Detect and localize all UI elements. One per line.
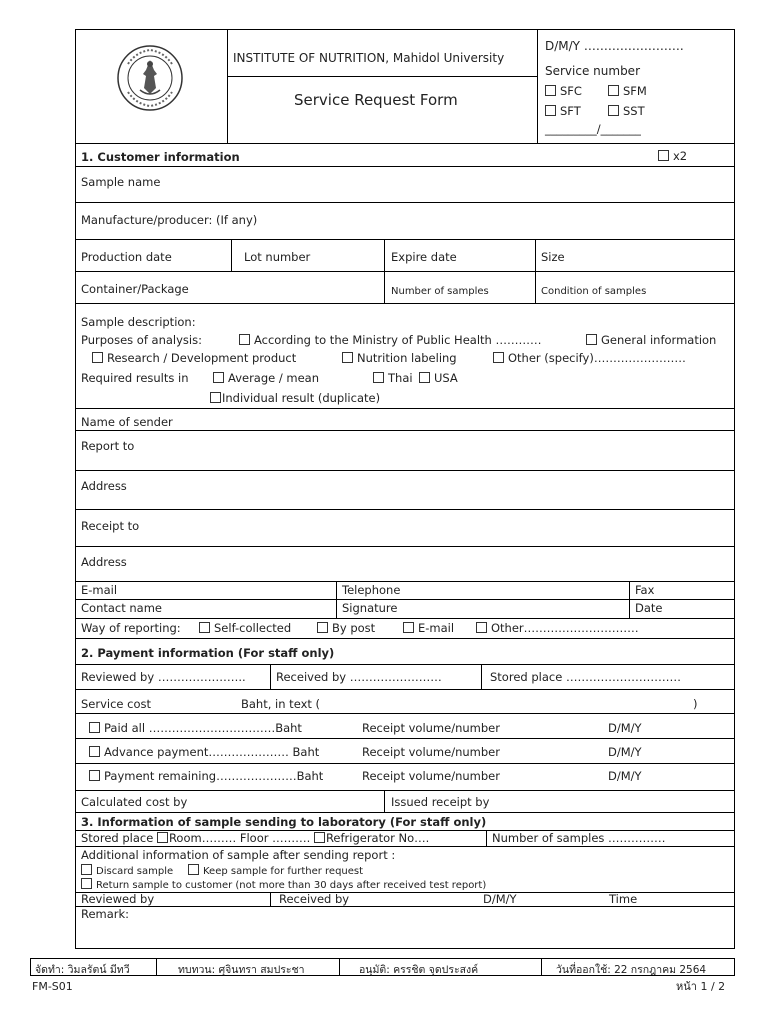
reviewed-by-field[interactable]: Reviewed by ………………….. — [81, 670, 246, 684]
self-collected-option[interactable]: Self-collected — [199, 622, 291, 635]
return-option[interactable]: Return sample to customer (not more than 30 days after received test report) — [81, 878, 486, 892]
x2-option[interactable]: x2 — [658, 150, 687, 163]
time-label: Time — [609, 892, 638, 906]
purpose-nutrition-option[interactable]: Nutrition labeling — [342, 352, 457, 365]
divider — [76, 430, 734, 431]
email-label: E-mail — [81, 583, 118, 597]
divider — [76, 812, 734, 813]
checkbox-icon[interactable] — [586, 334, 597, 345]
divider — [227, 30, 228, 143]
expire-date-label: Expire date — [391, 250, 457, 264]
checkbox-icon[interactable] — [314, 832, 325, 843]
receipt-to-label: Receipt to — [81, 519, 140, 533]
receipt-volume-label: Receipt volume/number — [362, 721, 500, 735]
individual-option[interactable]: Individual result (duplicate) — [210, 392, 380, 405]
purpose-research-option[interactable]: Research / Development product — [92, 352, 296, 365]
address-label: Address — [81, 555, 127, 569]
divider — [227, 76, 537, 77]
dmy-label: D/M/Y — [608, 745, 642, 759]
name-of-sender-label: Name of sender — [81, 415, 173, 429]
checkbox-icon[interactable] — [81, 864, 92, 875]
checkbox-icon[interactable] — [199, 622, 210, 633]
way-of-reporting-label: Way of reporting: — [81, 621, 181, 635]
dmy-label: D/M/Y — [608, 769, 642, 783]
divider — [76, 546, 734, 547]
divider — [76, 738, 734, 739]
lot-number-label: Lot number — [244, 250, 311, 264]
divider — [384, 790, 385, 812]
purposes-label: Purposes of analysis: — [81, 333, 202, 347]
dmy-field[interactable]: D/M/Y ……………………. — [545, 39, 684, 53]
divider — [76, 638, 734, 639]
stored-place-label: Stored place Room……… Floor ………. Refrigerator No…. — [81, 831, 430, 845]
divider — [270, 664, 271, 689]
service-number-label: Service number — [545, 64, 640, 78]
receipt-volume-label: Receipt volume/number — [362, 745, 500, 759]
checkbox-icon[interactable] — [213, 372, 224, 383]
close-paren: ) — [693, 697, 698, 711]
purpose-general-option[interactable]: General information — [586, 334, 716, 347]
divider — [76, 689, 734, 690]
fax-label: Fax — [635, 583, 655, 597]
paid-all-option[interactable]: Paid all ……………………………Baht — [89, 722, 302, 735]
payment-remaining-option[interactable]: Payment remaining…………………Baht — [89, 770, 323, 783]
divider — [339, 959, 340, 975]
divider — [76, 509, 734, 510]
divider — [76, 143, 734, 144]
divider — [541, 959, 542, 975]
address-label: Address — [81, 479, 127, 493]
additional-info-label: Additional information of sample after sending report : — [81, 848, 396, 862]
approved-by: อนุมัติ: ครรชิต จุดประสงค์ — [359, 964, 479, 976]
divider — [270, 892, 271, 906]
form-title: Service Request Form — [294, 91, 458, 109]
divider — [76, 581, 734, 582]
container-label: Container/Package — [81, 282, 189, 296]
divider — [76, 202, 734, 203]
reviewed-by: ทบทวน: ศุจินทรา สมประชา — [178, 964, 305, 976]
number-of-samples-label: Number of samples — [391, 286, 489, 297]
divider — [76, 271, 734, 272]
checkbox-icon[interactable] — [342, 352, 353, 363]
by-post-option[interactable]: By post — [317, 622, 375, 635]
checkbox-icon[interactable] — [373, 372, 384, 383]
checkbox-icon[interactable] — [210, 392, 221, 403]
checkbox-icon[interactable] — [89, 722, 100, 733]
checkbox-icon[interactable] — [89, 746, 100, 757]
divider — [76, 618, 734, 619]
divider — [486, 830, 487, 846]
document-control-footer — [30, 958, 735, 976]
checkbox-icon[interactable] — [188, 864, 199, 875]
service-cost-label: Service cost — [81, 697, 152, 711]
production-date-label: Production date — [81, 250, 172, 264]
condition-of-samples-label: Condition of samples — [541, 286, 647, 297]
sample-name-label: Sample name — [81, 175, 161, 189]
manufacturer-label: Manufacture/producer: (If any) — [81, 213, 258, 227]
divider — [76, 846, 734, 847]
reviewed-by-label: Reviewed by — [81, 892, 155, 906]
receipt-volume-label: Receipt volume/number — [362, 769, 500, 783]
required-results-label: Required results in — [81, 371, 189, 385]
checkbox-icon[interactable] — [317, 622, 328, 633]
remark-label: Remark: — [81, 907, 130, 921]
divider — [76, 906, 734, 907]
checkbox-icon[interactable] — [157, 832, 168, 843]
email-option[interactable]: E-mail — [403, 622, 454, 635]
signature-label: Signature — [342, 601, 398, 615]
other-option[interactable]: Other………………………… — [476, 622, 639, 635]
divider — [76, 303, 734, 304]
checkbox-icon[interactable] — [493, 352, 504, 363]
divider — [76, 790, 734, 791]
checkbox-icon[interactable] — [545, 85, 556, 96]
thai-option[interactable]: Thai — [373, 372, 413, 385]
divider — [231, 239, 232, 271]
code-sfc[interactable]: SFC — [545, 85, 582, 98]
dmy-label: D/M/Y — [483, 892, 517, 906]
divider — [481, 664, 482, 689]
divider — [76, 599, 734, 600]
date-label: Date — [635, 601, 663, 615]
divider — [76, 664, 734, 665]
page-number: หน้า 1 / 2 — [676, 980, 726, 993]
section2-title: 2. Payment information (For staff only) — [81, 646, 335, 660]
divider — [76, 239, 734, 240]
effective-date: วันที่ออกใช้: 22 กรกฎาคม 2564 — [556, 964, 707, 976]
advance-payment-option[interactable]: Advance payment………………… Baht — [89, 746, 319, 759]
checkbox-icon[interactable] — [608, 85, 619, 96]
divider — [76, 470, 734, 471]
divider — [76, 166, 734, 167]
usa-option[interactable]: USA — [419, 372, 458, 385]
calculated-cost-label: Calculated cost by — [81, 795, 188, 809]
form-code: FM-S01 — [32, 980, 73, 993]
section1-title: 1. Customer information — [81, 150, 240, 164]
divider — [537, 30, 538, 143]
section3-title: 3. Information of sample sending to laboratory (For staff only) — [81, 815, 487, 829]
size-label: Size — [541, 250, 565, 264]
average-option[interactable]: Average / mean — [213, 372, 319, 385]
checkbox-icon[interactable] — [239, 334, 250, 345]
sample-description-label: Sample description: — [81, 315, 196, 329]
keep-option[interactable]: Keep sample for further request — [188, 864, 363, 878]
discard-option[interactable]: Discard sample — [81, 864, 173, 878]
code-sfm[interactable]: SFM — [608, 85, 647, 98]
received-by-label: Received by — [279, 892, 350, 906]
purpose-ministry-option[interactable]: According to the Ministry of Public Health ………… — [239, 334, 541, 347]
institute-name: INSTITUTE OF NUTRITION, Mahidol University — [233, 51, 505, 65]
service-request-form — [75, 29, 735, 949]
dmy-label: D/M/Y — [608, 721, 642, 735]
checkbox-icon[interactable] — [89, 770, 100, 781]
issued-receipt-label: Issued receipt by — [391, 795, 490, 809]
checkbox-icon[interactable] — [92, 352, 103, 363]
purpose-other-option[interactable]: Other (specify)…………………… — [493, 352, 686, 365]
mahidol-logo — [116, 44, 184, 112]
service-number-field[interactable]: _________/_______ — [545, 122, 641, 136]
divider — [76, 763, 734, 764]
checkbox-icon[interactable] — [81, 878, 92, 889]
checkbox-icon[interactable] — [403, 622, 414, 633]
checkbox-icon[interactable] — [545, 105, 556, 116]
divider — [76, 713, 734, 714]
received-by-field[interactable]: Received by …………………… — [276, 670, 442, 684]
telephone-label: Telephone — [342, 583, 401, 597]
report-to-label: Report to — [81, 439, 135, 453]
number-of-samples-field[interactable]: Number of samples …………… — [492, 831, 666, 845]
code-sst[interactable]: SST — [608, 105, 645, 118]
divider — [156, 959, 157, 975]
baht-text-label: Baht, in text ( — [241, 697, 321, 711]
code-sft[interactable]: SFT — [545, 105, 581, 118]
divider — [76, 408, 734, 409]
contact-name-label: Contact name — [81, 601, 163, 615]
checkbox-icon[interactable] — [608, 105, 619, 116]
checkbox-icon[interactable] — [658, 150, 669, 161]
checkbox-icon[interactable] — [419, 372, 430, 383]
checkbox-icon[interactable] — [476, 622, 487, 633]
prepared-by: จัดทำ: วิมลรัตน์ มีทวี — [35, 964, 130, 976]
stored-place-field[interactable]: Stored place ………………………… — [490, 670, 681, 684]
